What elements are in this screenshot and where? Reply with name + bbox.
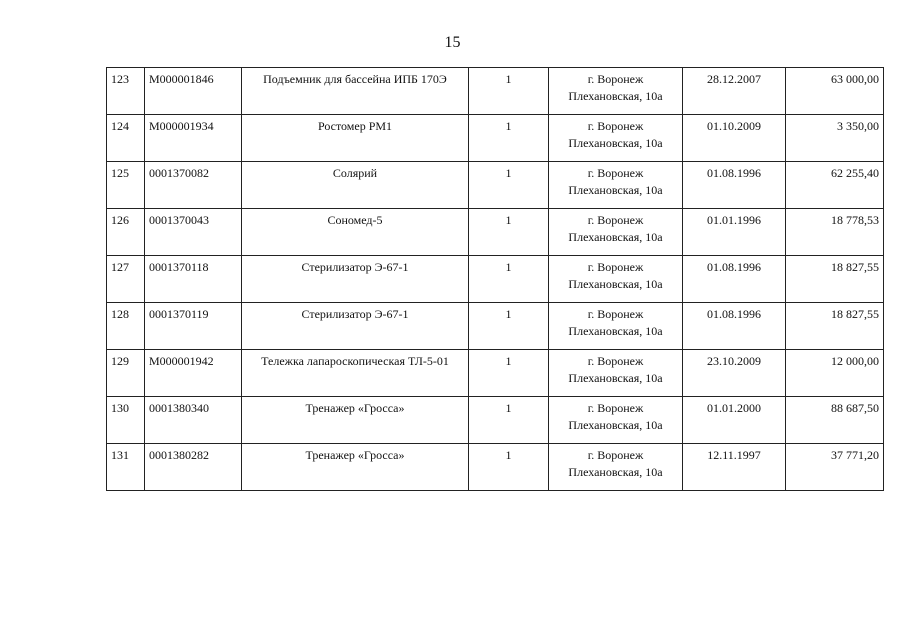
item-address	[549, 303, 683, 350]
address-street: Плехановская, 10а	[568, 465, 663, 479]
item-name: Подъемник для бассейна ИПБ 170Э	[242, 68, 469, 115]
address-street: Плехановская, 10а	[568, 277, 663, 291]
item-quantity: 1	[469, 209, 549, 256]
item-name: Тренажер «Гросса»	[242, 444, 469, 491]
inventory-code: 0001370119	[145, 303, 242, 350]
acquisition-date: 01.10.2009	[683, 115, 786, 162]
acquisition-date: 23.10.2009	[683, 350, 786, 397]
acquisition-date: 01.08.1996	[683, 162, 786, 209]
address-city: г. Воронеж	[587, 213, 644, 227]
item-quantity: 1	[469, 162, 549, 209]
item-value: 62 255,40	[786, 162, 884, 209]
item-quantity: 1	[469, 444, 549, 491]
address-city: г. Воронеж	[587, 401, 644, 415]
item-name: Тележка лапароскопическая ТЛ-5-01	[242, 350, 469, 397]
address-city: г. Воронеж	[587, 72, 644, 86]
acquisition-date: 12.11.1997	[683, 444, 786, 491]
acquisition-date: 01.01.1996	[683, 209, 786, 256]
row-number: 130	[107, 397, 145, 444]
acquisition-date: 28.12.2007	[683, 68, 786, 115]
page-number: 15	[444, 34, 461, 51]
table-row	[107, 162, 884, 209]
address-city: г. Воронеж	[587, 260, 644, 274]
inventory-code: 0001380282	[145, 444, 242, 491]
item-value: 18 778,53	[786, 209, 884, 256]
inventory-code: 0001370082	[145, 162, 242, 209]
row-number: 127	[107, 256, 145, 303]
inventory-code: М000001846	[145, 68, 242, 115]
table-row	[107, 303, 884, 350]
address-city: г. Воронеж	[587, 307, 644, 321]
item-quantity: 1	[469, 68, 549, 115]
inventory-code: 0001370043	[145, 209, 242, 256]
address-city: г. Воронеж	[587, 448, 644, 462]
acquisition-date: 01.08.1996	[683, 303, 786, 350]
item-value: 63 000,00	[786, 68, 884, 115]
item-name: Ростомер РМ1	[242, 115, 469, 162]
row-number: 125	[107, 162, 145, 209]
table-row	[107, 350, 884, 397]
item-quantity: 1	[469, 256, 549, 303]
table-row	[107, 256, 884, 303]
row-number: 123	[107, 68, 145, 115]
item-value: 12 000,00	[786, 350, 884, 397]
inventory-table	[106, 67, 884, 491]
item-name: Стерилизатор Э-67-1	[242, 256, 469, 303]
item-quantity: 1	[469, 303, 549, 350]
address-street: Плехановская, 10а	[568, 230, 663, 244]
item-quantity: 1	[469, 350, 549, 397]
item-name: Сономед-5	[242, 209, 469, 256]
address-city: г. Воронеж	[587, 166, 644, 180]
item-value: 18 827,55	[786, 303, 884, 350]
address-street: Плехановская, 10а	[568, 89, 663, 103]
acquisition-date: 01.08.1996	[683, 256, 786, 303]
item-quantity: 1	[469, 397, 549, 444]
row-number: 126	[107, 209, 145, 256]
address-street: Плехановская, 10а	[568, 183, 663, 197]
item-name: Стерилизатор Э-67-1	[242, 303, 469, 350]
address-street: Плехановская, 10а	[568, 324, 663, 338]
item-address	[549, 444, 683, 491]
item-address	[549, 397, 683, 444]
row-number: 131	[107, 444, 145, 491]
table-row	[107, 115, 884, 162]
item-value: 3 350,00	[786, 115, 884, 162]
table-row	[107, 209, 884, 256]
item-address	[549, 68, 683, 115]
address-street: Плехановская, 10а	[568, 371, 663, 385]
address-city: г. Воронеж	[587, 119, 644, 133]
address-street: Плехановская, 10а	[568, 136, 663, 150]
inventory-code: М000001934	[145, 115, 242, 162]
row-number: 124	[107, 115, 145, 162]
row-number: 128	[107, 303, 145, 350]
item-address	[549, 256, 683, 303]
item-address	[549, 209, 683, 256]
item-name: Солярий	[242, 162, 469, 209]
inventory-code: М000001942	[145, 350, 242, 397]
inventory-table-body	[107, 68, 884, 491]
address-city: г. Воронеж	[587, 354, 644, 368]
item-value: 88 687,50	[786, 397, 884, 444]
address-street: Плехановская, 10а	[568, 418, 663, 432]
item-name: Тренажер «Гросса»	[242, 397, 469, 444]
inventory-code: 0001370118	[145, 256, 242, 303]
inventory-table-container	[106, 67, 884, 491]
item-address	[549, 162, 683, 209]
item-quantity: 1	[469, 115, 549, 162]
item-value: 37 771,20	[786, 444, 884, 491]
table-row	[107, 444, 884, 491]
acquisition-date: 01.01.2000	[683, 397, 786, 444]
item-address	[549, 350, 683, 397]
item-address	[549, 115, 683, 162]
inventory-code: 0001380340	[145, 397, 242, 444]
table-row	[107, 68, 884, 115]
row-number: 129	[107, 350, 145, 397]
table-row	[107, 397, 884, 444]
item-value: 18 827,55	[786, 256, 884, 303]
